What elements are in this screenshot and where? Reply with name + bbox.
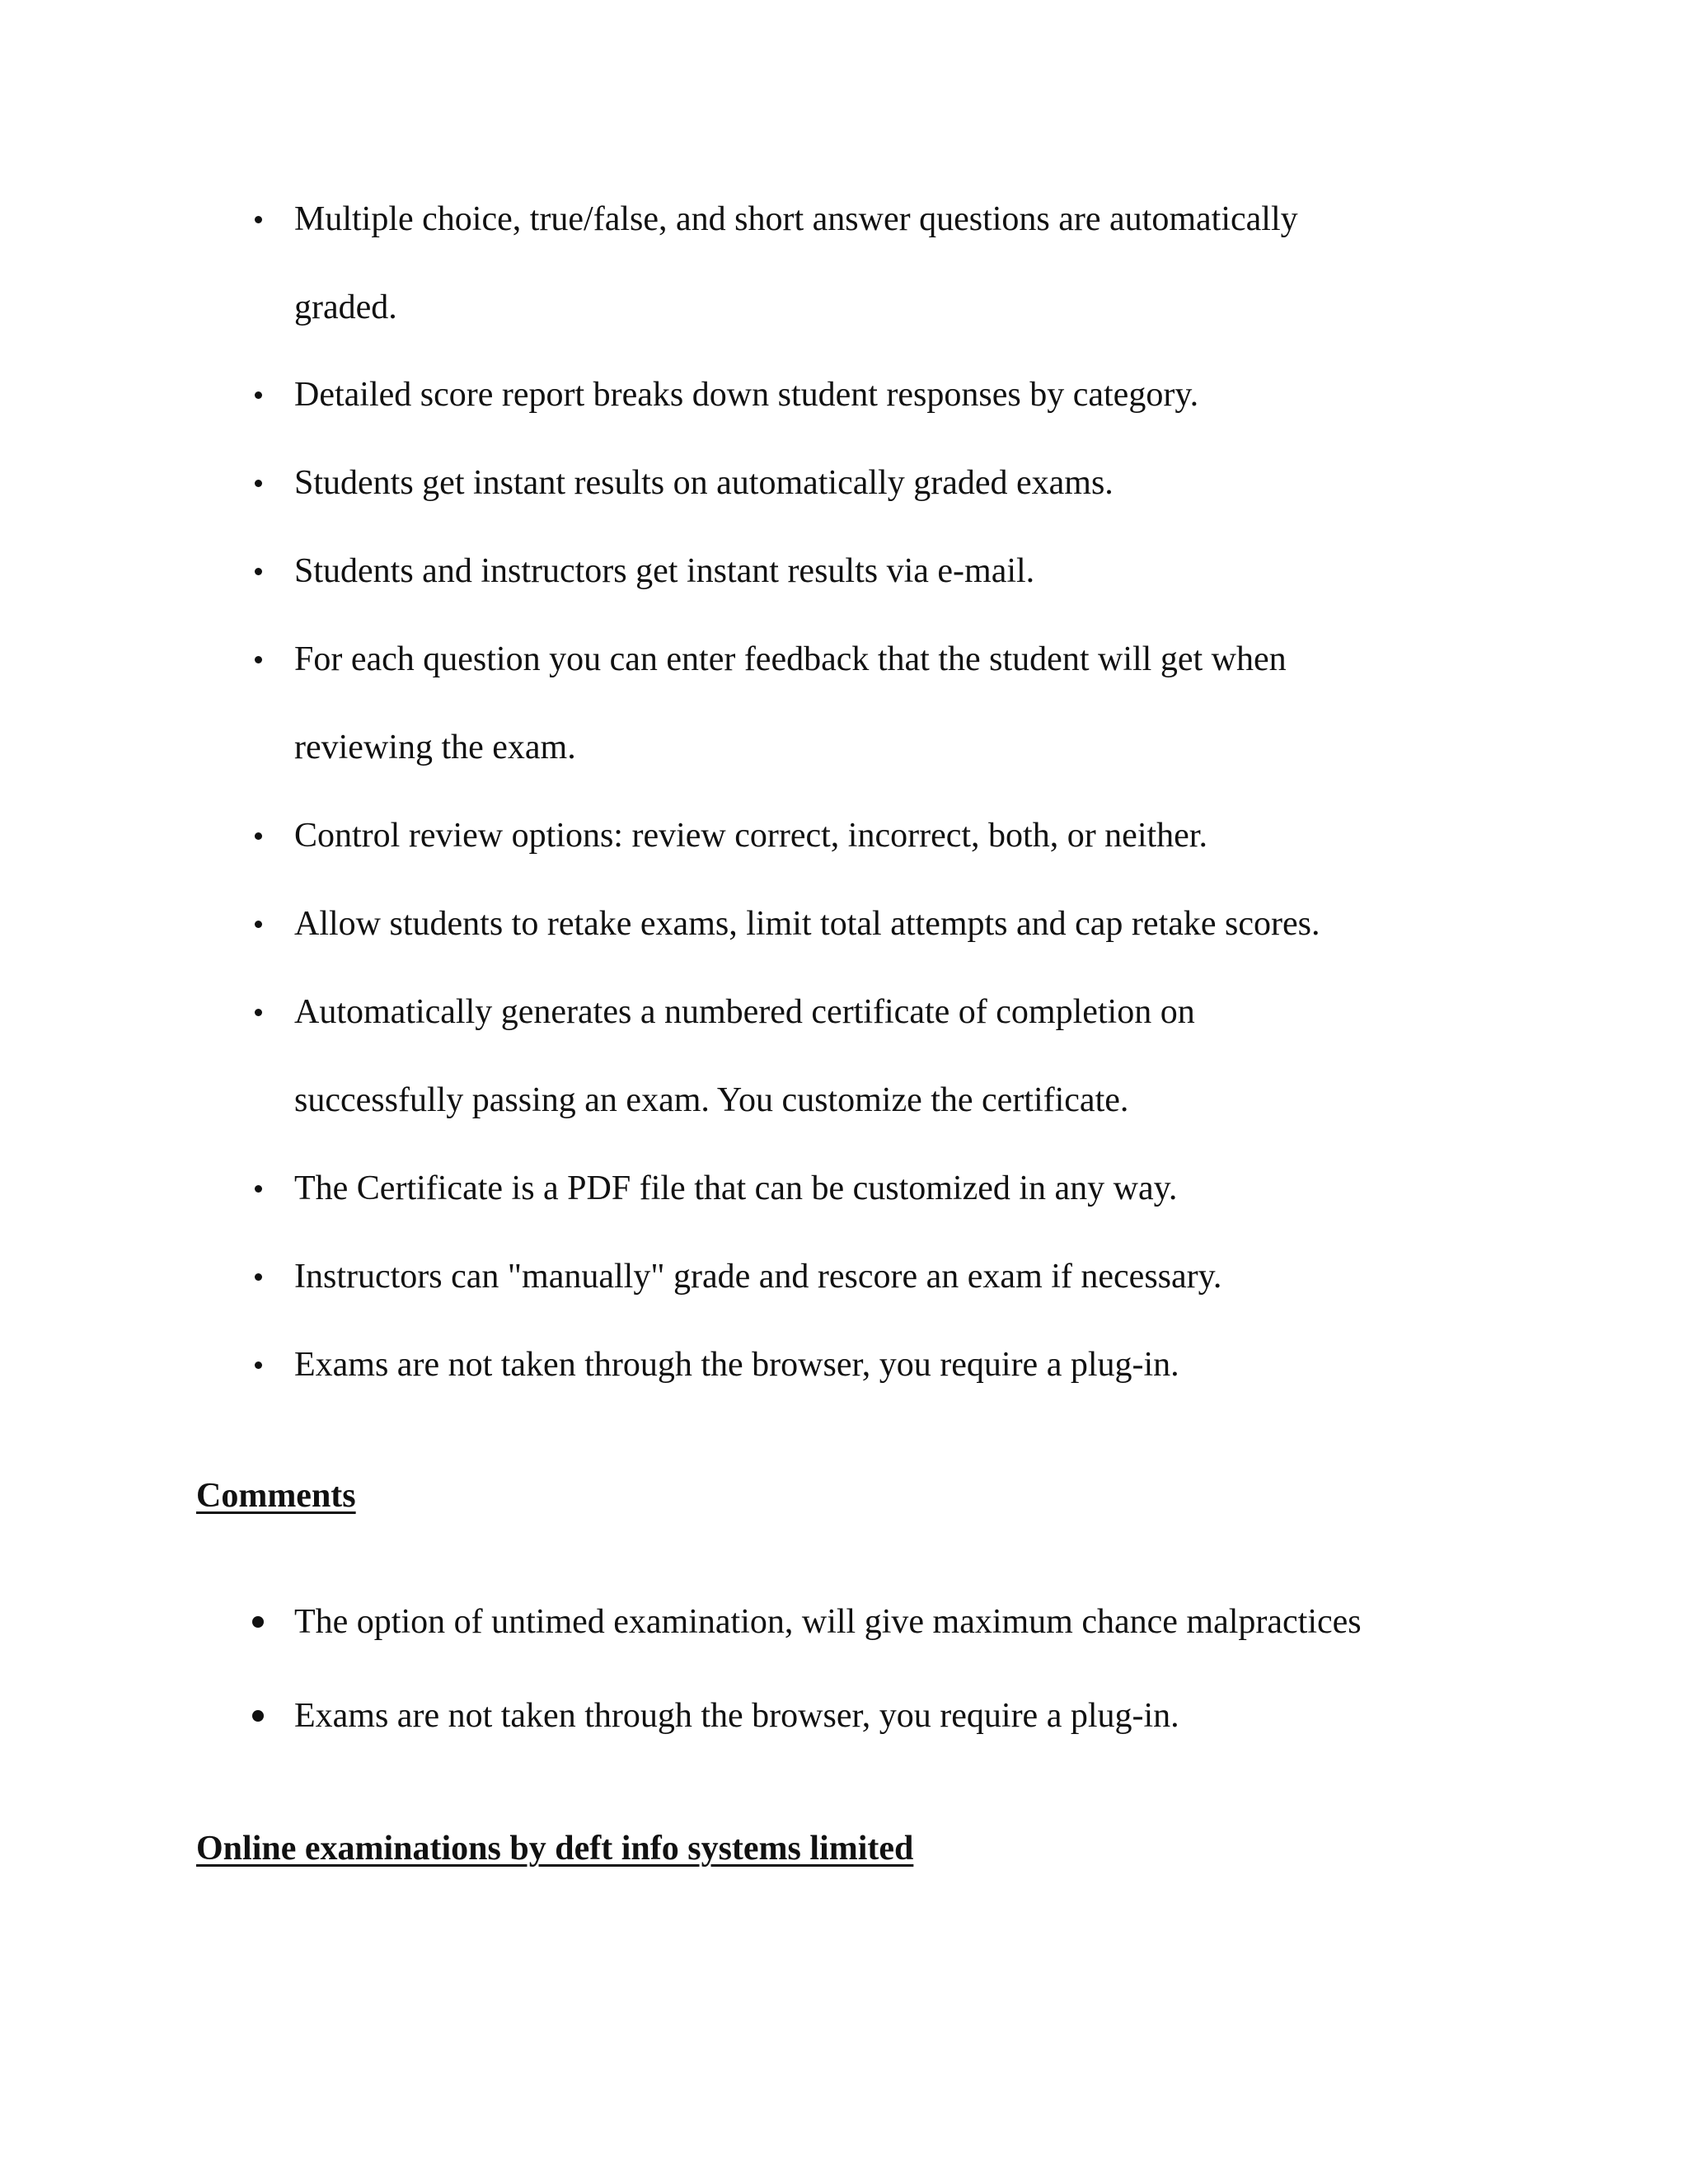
bullet-icon	[247, 439, 272, 527]
comments-heading: Comments	[196, 1477, 356, 1515]
list-item-text: successfully passing an exam. You customize the certificate.	[294, 1081, 1129, 1119]
list-item	[294, 176, 1531, 352]
list-item	[294, 1145, 1531, 1233]
list-item	[294, 527, 1531, 616]
list-item	[294, 880, 1531, 968]
bullet-icon	[247, 1145, 272, 1233]
bullet-icon	[247, 1672, 272, 1760]
bullet-icon	[247, 527, 272, 616]
list-item	[294, 1578, 1531, 1666]
list-item-text: Multiple choice, true/false, and short answer questions are automatically	[294, 200, 1298, 238]
bullet-icon	[247, 792, 272, 880]
list-item	[294, 351, 1531, 439]
list-item-text: Instructors can "manually" grade and rescore an exam if necessary.	[294, 1258, 1222, 1296]
bullet-icon	[247, 616, 272, 704]
list-item	[294, 616, 1531, 792]
bullet-icon	[247, 1321, 272, 1409]
list-item-text: Detailed score report breaks down student responses by category.	[294, 376, 1199, 414]
list-item	[294, 1233, 1531, 1321]
bullet-icon	[247, 880, 272, 968]
list-item-text: Students and instructors get instant results via e-mail.	[294, 552, 1035, 590]
list-item-text: Students get instant results on automatically graded exams.	[294, 464, 1114, 502]
list-item-text: graded.	[294, 288, 397, 326]
list-item-text: The option of untimed examination, will give maximum chance malpractices	[294, 1603, 1362, 1641]
list-item	[294, 1321, 1531, 1409]
list-item-text: Exams are not taken through the browser, you require a plug-in.	[294, 1697, 1179, 1735]
list-item-text: Control review options: review correct, incorrect, both, or neither.	[294, 817, 1207, 855]
list-item-text: The Certificate is a PDF file that can be customized in any way.	[294, 1169, 1178, 1207]
list-item	[294, 968, 1531, 1145]
bullet-icon	[247, 968, 272, 1057]
section-heading: Online examinations by deft info systems limited	[196, 1830, 914, 1868]
bullet-icon	[247, 176, 272, 264]
list-item	[294, 1672, 1531, 1760]
bullet-icon	[247, 1578, 272, 1666]
list-item-text: Allow students to retake exams, limit total attempts and cap retake scores.	[294, 905, 1320, 943]
list-item-text: For each question you can enter feedback that the student will get when	[294, 640, 1287, 678]
list-item-text: Automatically generates a numbered certificate of completion on	[294, 993, 1195, 1031]
list-item	[294, 439, 1531, 527]
list-item-text: reviewing the exam.	[294, 729, 576, 766]
bullet-icon	[247, 1233, 272, 1321]
list-item	[294, 792, 1531, 880]
list-item-text: Exams are not taken through the browser, you require a plug-in.	[294, 1346, 1179, 1384]
bullet-icon	[247, 351, 272, 439]
